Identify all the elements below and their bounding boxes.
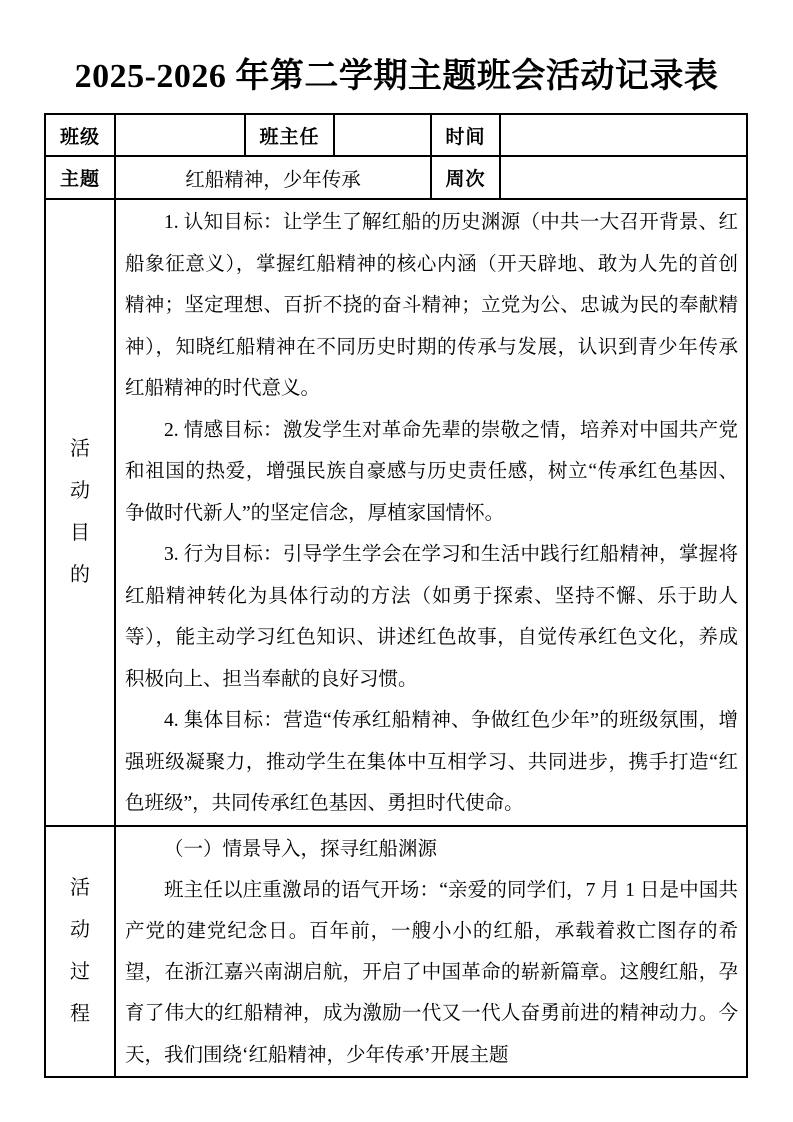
time-label: 时间 [431, 114, 500, 156]
time-value-cell[interactable] [500, 114, 747, 156]
header-row-2 [45, 156, 747, 199]
teacher-label: 班主任 [245, 114, 334, 156]
paragraph: 4. 集体目标：营造“传承红船精神、争做红色少年”的班级氛围，增强班级凝聚力，推动学生在集体中互相学习、共同进步，携手打造“红色班级”，共同传承红色基因、勇担时代使命。 [125, 710, 738, 814]
class-value-cell[interactable] [115, 114, 245, 156]
paragraph: 1. 认知目标：让学生了解红船的历史渊源（中共一大召开背景、红船象征意义），掌握红船精神的核心内涵（开天辟地、敢为人先的首创精神；坚定理想、百折不挠的奋斗精神；立党为公、忠诚为民的奉献精神），知晓红船精神在不同历史时期的传承与发展，认识到青少年传承红船精神的时代意义。 [125, 212, 738, 399]
vertical-label: 活 动 过 程 [70, 877, 90, 1026]
section-label-process [45, 826, 115, 1077]
paragraph: 3. 行为目标：引导学生学会在学习和生活中践行红船精神，掌握将红船精神转化为具体行动的方法（如勇于探索、坚持不懈、乐于助人等），能主动学习红色知识、讲述红色故事，自觉传承红色文化，养成积极向上、担当奉献的良好习惯。 [125, 544, 738, 690]
document-title: 2025-2026 年第二学期主题班会活动记录表 [74, 58, 719, 95]
section-row-process [45, 826, 747, 1077]
paragraph: 班主任以庄重激昂的语气开场：“亲爱的同学们，7 月 1 日是中国共产党的建党纪念日。百年前，一艘小小的红船，承载着救亡图存的希望，在浙江嘉兴南湖启航，开启了中国革命的崭新篇章。这艘红船，孕育了伟大的红船精神，成为激励一代又一代人奋勇前进的精神动力。今天，我们围绕‘红船精神，少年传承’开展主题 [125, 879, 738, 1066]
record-table [44, 113, 748, 1078]
header-row-1 [45, 114, 747, 156]
section-label-purpose [45, 199, 115, 826]
process-text [116, 827, 746, 1076]
purpose-text [116, 200, 746, 825]
topic-value-cell: 红船精神，少年传承 [115, 156, 431, 199]
section-content-process [115, 826, 747, 1077]
class-label: 班级 [45, 114, 115, 156]
paragraph: （一）情景导入，探寻红船渊源 [164, 838, 438, 860]
vertical-label: 活 动 目 的 [70, 438, 90, 587]
paragraph: 2. 情感目标：激发学生对革命先辈的崇敬之情，培养对中国共产党和祖国的热爱，增强民族自豪感与历史责任感，树立“传承红色基因、争做时代新人”的坚定信念，厚植家国情怀。 [125, 419, 738, 524]
section-row-purpose [45, 199, 747, 826]
week-label: 周次 [431, 156, 500, 199]
teacher-value-cell[interactable] [334, 114, 431, 156]
week-value-cell[interactable] [500, 156, 747, 199]
topic-label: 主题 [45, 156, 115, 199]
section-content-purpose [115, 199, 747, 826]
